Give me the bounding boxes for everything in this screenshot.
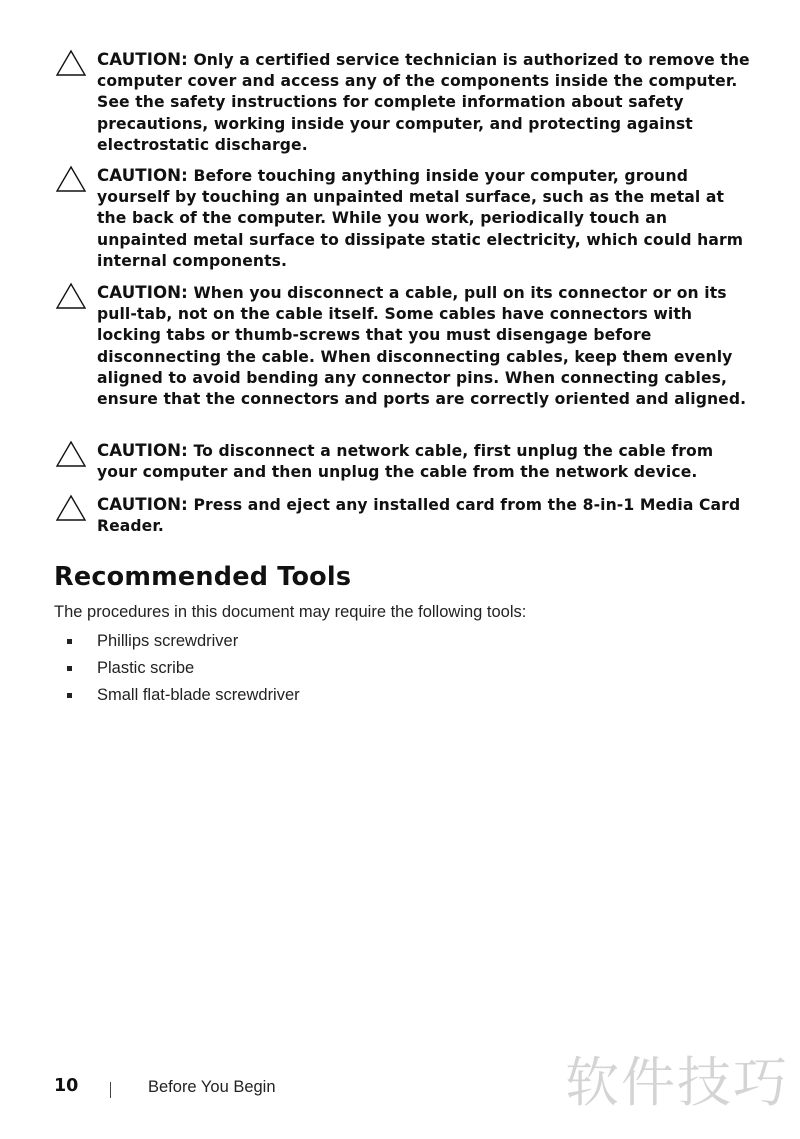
section-title: Recommended Tools <box>54 562 352 592</box>
list-item <box>54 630 300 657</box>
caution-text: Only a certified service technician is authorized to remove the computer cover and access any of the components inside the computer. See the safety instructions for complete information about safety precautions, working inside your computer, and protecting against electrostatic discharge. <box>97 51 750 154</box>
tool-name: Plastic scribe <box>97 659 195 677</box>
caution-label: CAUTION: <box>97 441 188 460</box>
caution-label: CAUTION: <box>97 50 188 69</box>
bullet-icon <box>67 639 72 644</box>
tool-name: Small flat-blade screwdriver <box>97 686 300 704</box>
caution-triangle-icon <box>55 494 87 522</box>
caution-triangle-icon <box>55 165 87 193</box>
footer-section-name: Before You Begin <box>148 1078 276 1096</box>
list-item <box>54 684 300 711</box>
caution-text: Press and eject any installed card from the 8-in-1 Media Card Reader. <box>97 496 741 536</box>
caution-triangle-icon <box>55 282 87 310</box>
caution-label: CAUTION: <box>97 495 188 514</box>
caution-text: When you disconnect a cable, pull on its connector or on its pull-tab, not on the cable itself. Some cables have connectors with locking tabs or thumb-screws that you must disengage before disconnecting the cable. When disconnecting cables, keep them evenly aligned to avoid bending any connector pins. When connecting cables, ensure that the connectors and ports are correctly oriented and aligned. <box>97 284 747 409</box>
caution-notice-3 <box>55 282 755 410</box>
caution-notice-4 <box>55 440 755 483</box>
footer-divider <box>110 1082 111 1098</box>
caution-label: CAUTION: <box>97 283 188 302</box>
list-item <box>54 657 300 684</box>
caution-notice-1 <box>55 49 755 156</box>
tools-list <box>54 630 300 711</box>
watermark: 软件技巧 <box>565 1051 789 1114</box>
section-intro: The procedures in this document may require the following tools: <box>54 603 527 621</box>
bullet-icon <box>67 666 72 671</box>
caution-triangle-icon <box>55 49 87 77</box>
page-number: 10 <box>54 1076 79 1096</box>
tool-name: Phillips screwdriver <box>97 632 239 650</box>
caution-notice-2 <box>55 165 755 272</box>
caution-triangle-icon <box>55 440 87 468</box>
caution-notice-5 <box>55 494 755 537</box>
caution-label: CAUTION: <box>97 166 188 185</box>
caution-text: Before touching anything inside your computer, ground yourself by touching an unpainted metal surface, such as the metal at the back of the computer. While you work, periodically touch an unpainted metal surface to dissipate static electricity, which could harm internal components. <box>97 167 744 270</box>
bullet-icon <box>67 693 72 698</box>
caution-text: To disconnect a network cable, first unplug the cable from your computer and then unplug the cable from the network device. <box>97 442 714 482</box>
